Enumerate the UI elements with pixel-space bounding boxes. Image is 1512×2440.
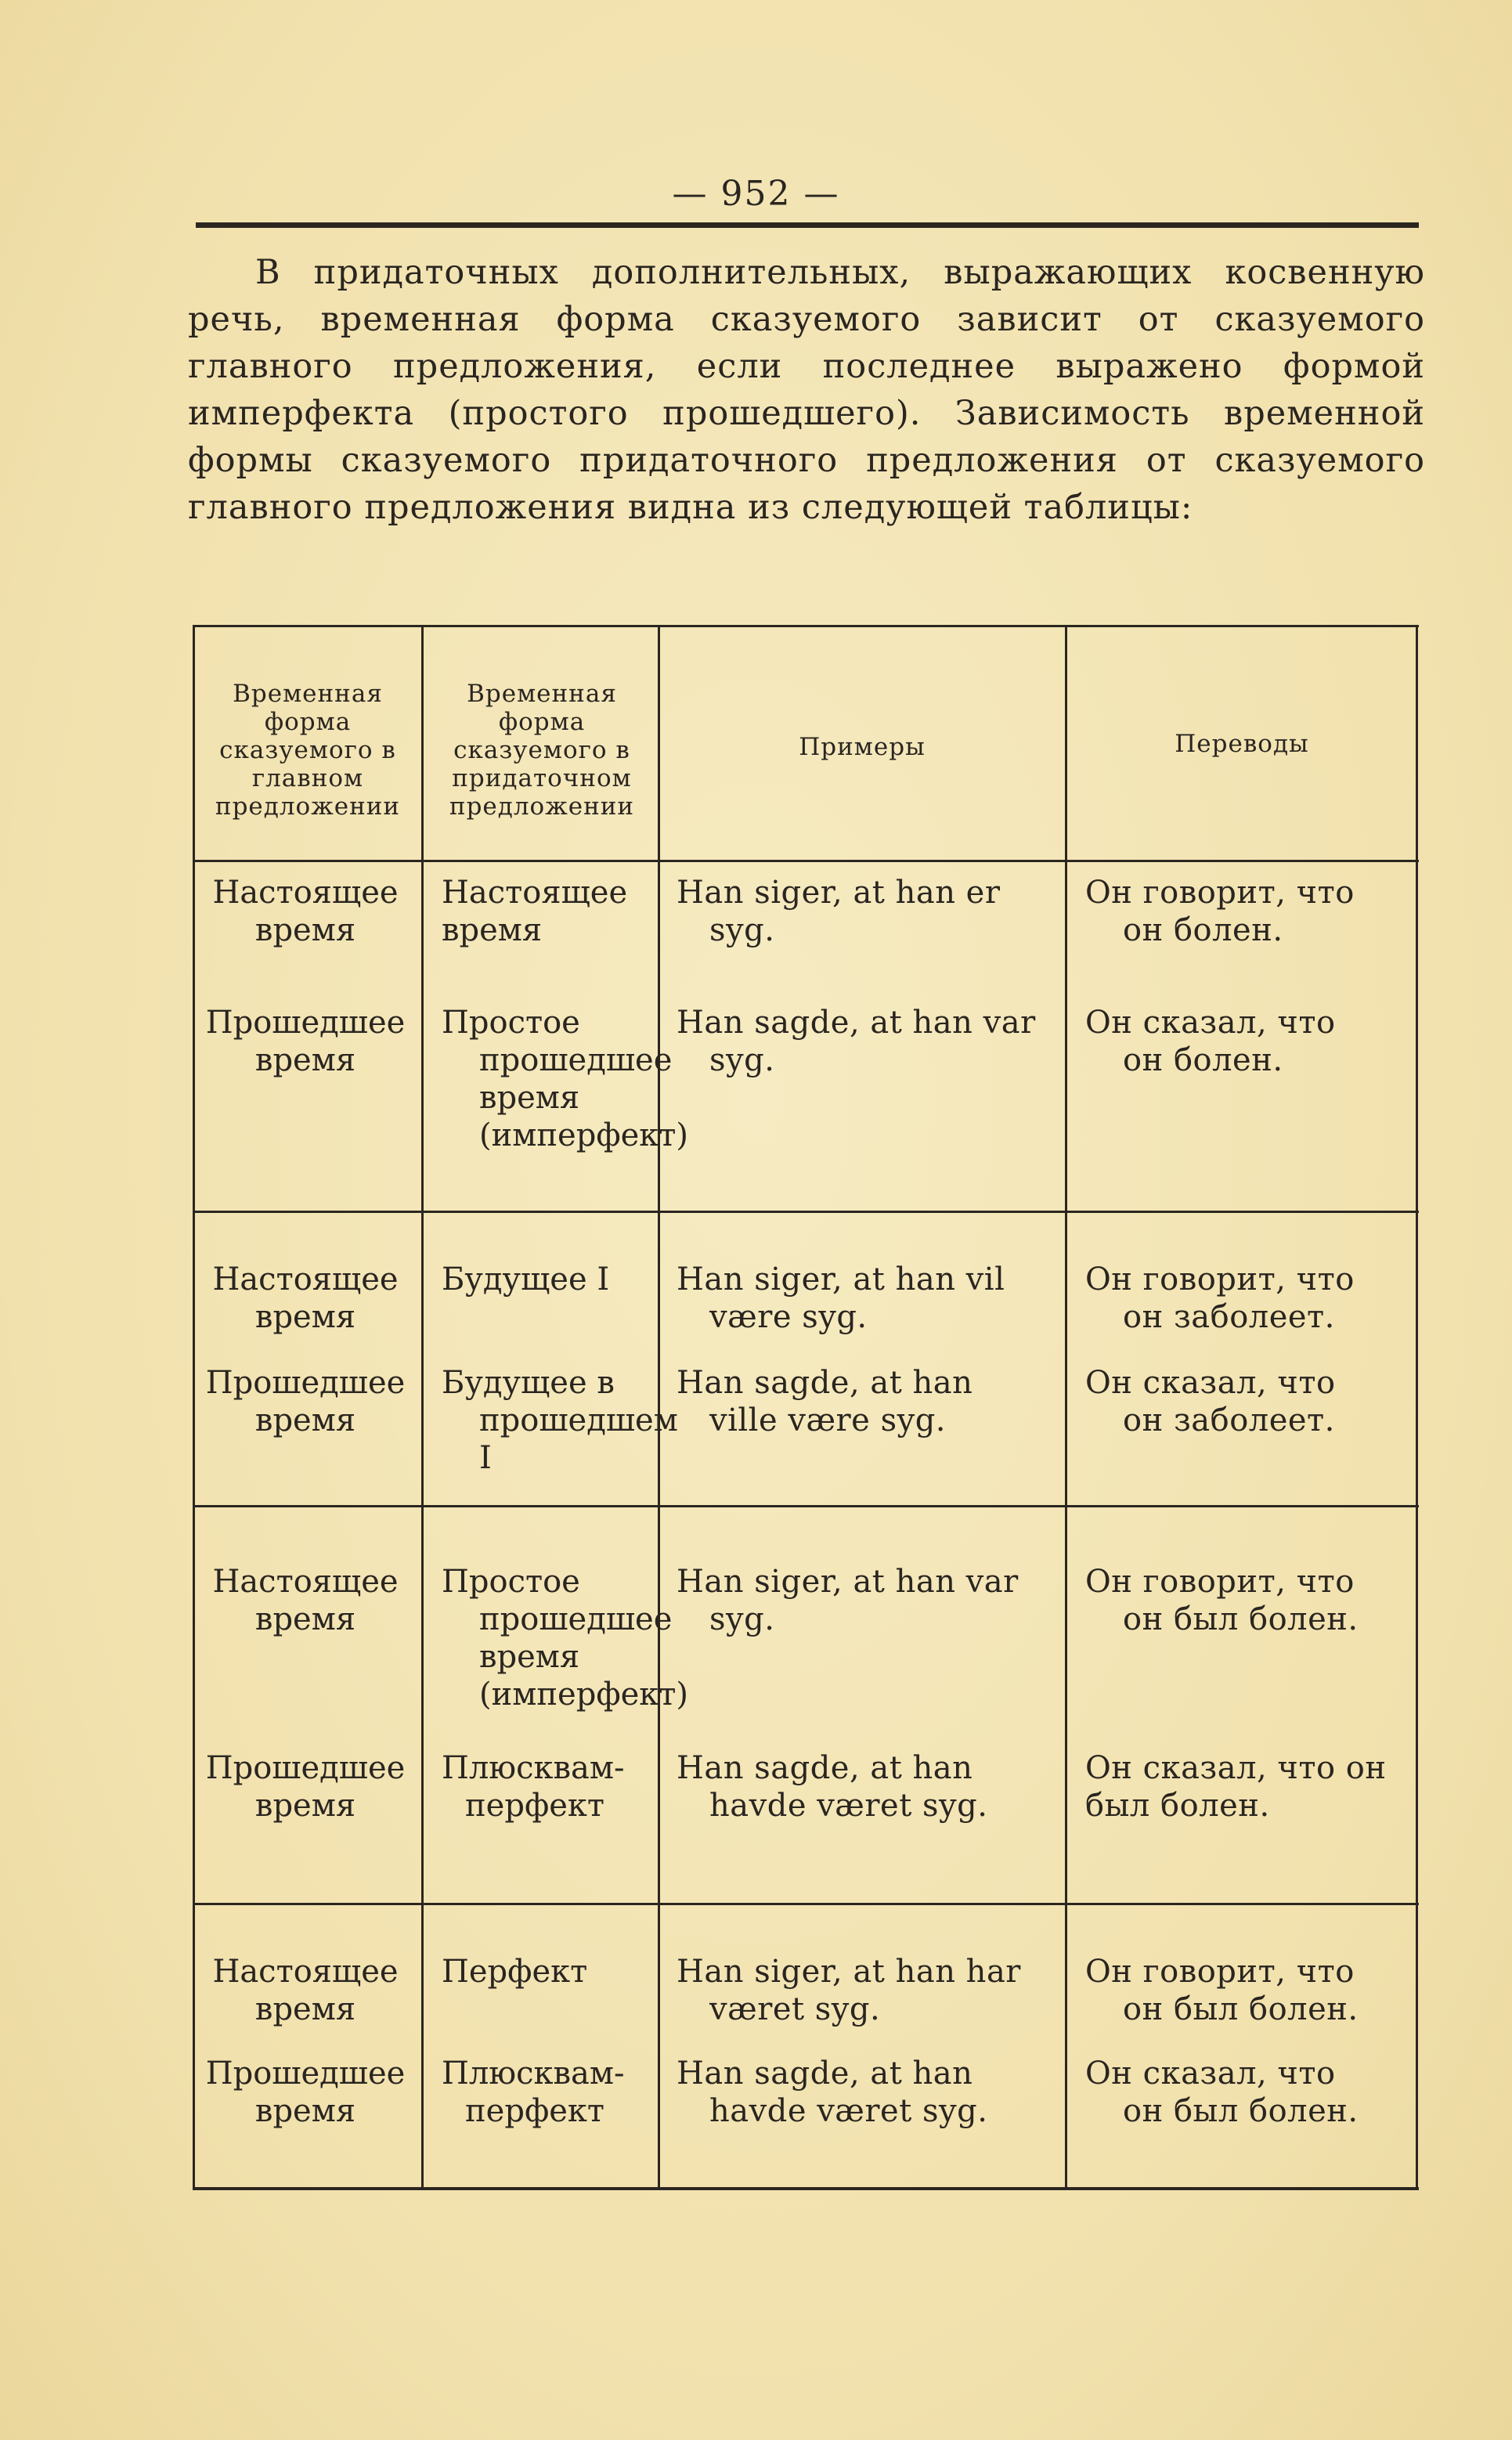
header-rule xyxy=(196,222,1419,228)
sub-tense-line: прошедшее время (имперфект) xyxy=(479,1042,689,1153)
intro-text: В придаточных дополнительных, выражающих косвенную речь, временная форма сказуемого зависит от сказуемого главного предложения, если последнее выражено формой имперфекта (простого прошедшего). Зависимость временной формы сказуемого придаточного предложения от сказуемого главного предложения видна из следующей таблицы: xyxy=(188,253,1425,527)
sub-tense-cell: Перфект xyxy=(442,1954,588,1990)
header-sub-tense: Временная форма сказуемого в придаточном предложении xyxy=(449,680,635,821)
column-rule xyxy=(421,625,424,2189)
example-cell xyxy=(677,2055,1060,2130)
example-line: Han sagde, at han xyxy=(677,1750,973,1786)
sub-tense-cell: Настоящее время xyxy=(442,875,628,948)
example-line: været syg. xyxy=(709,1991,881,2027)
translation-cell xyxy=(1085,1953,1405,2028)
table-bottom-rule xyxy=(193,2187,1419,2190)
example-line: syg. xyxy=(709,1042,775,1078)
example-line: Han sagde, at han var xyxy=(677,1005,1036,1041)
table-right-rule xyxy=(1416,625,1418,2189)
example-cell xyxy=(677,1953,1060,2028)
translation-line: он заболеет. xyxy=(1123,1402,1335,1438)
table-top-rule xyxy=(193,625,1419,627)
example-cell xyxy=(677,1004,1060,1079)
example-line: Han siger, at han vil xyxy=(677,1262,1005,1298)
main-tense-cell: Прошедшее время xyxy=(205,1005,406,1078)
example-line: Han siger, at han har xyxy=(677,1954,1021,1990)
header-examples: Примеры xyxy=(799,733,926,761)
column-rule xyxy=(1065,625,1067,2189)
example-cell xyxy=(677,1563,1060,1638)
translation-line: Он говорит, что xyxy=(1085,1954,1355,1990)
example-cell xyxy=(677,1749,1060,1825)
example-line: syg. xyxy=(709,912,775,948)
translation-line: Он сказал, что xyxy=(1085,1005,1336,1041)
main-tense-cell: Настоящее время xyxy=(212,1954,399,2027)
example-line: havde været syg. xyxy=(709,1788,988,1824)
translation-line: он был болен. xyxy=(1123,1601,1359,1637)
sub-tense-line: перфект xyxy=(465,1788,605,1824)
tense-table xyxy=(193,625,1419,2189)
translation-line: Он сказал, что xyxy=(1085,1365,1336,1401)
sub-tense-line: прошедшее время (имперфект) xyxy=(479,1601,689,1713)
group-divider xyxy=(193,1211,1419,1213)
sub-tense-cell xyxy=(442,1563,689,1713)
group-divider xyxy=(193,1505,1419,1507)
translation-line: он болен. xyxy=(1123,912,1283,948)
main-tense-cell: Настоящее время xyxy=(212,875,399,948)
example-line: Han siger, at han er xyxy=(677,875,1001,911)
sub-tense-cell: Будущее I xyxy=(442,1262,610,1298)
translation-line: он был болен. xyxy=(1123,2093,1359,2129)
translation-line: Он говорит, что xyxy=(1085,1262,1355,1298)
example-line: ville være syg. xyxy=(709,1402,947,1438)
example-cell xyxy=(677,1364,1060,1439)
table-left-rule xyxy=(193,625,195,2189)
translation-cell xyxy=(1085,1563,1405,1638)
translation-line: Он говорит, что xyxy=(1085,1564,1355,1600)
header-translations: Переводы xyxy=(1175,730,1309,758)
main-tense-cell: Прошедшее время xyxy=(205,1365,406,1438)
sub-tense-line: Плюсквам- xyxy=(442,2056,625,2092)
example-line: syg. xyxy=(709,1601,775,1637)
sub-tense-line: Будущее в xyxy=(442,1365,615,1401)
translation-cell xyxy=(1085,1261,1405,1336)
translation-line: он был болен. xyxy=(1123,1991,1359,2027)
translation-line: Он сказал, что он xyxy=(1085,1750,1387,1786)
sub-tense-line: Простое xyxy=(442,1564,580,1600)
sub-tense-cell xyxy=(442,1364,678,1477)
header-main-tense: Временная форма сказуемого в главном предложении xyxy=(215,680,401,821)
sub-tense-line: Простое xyxy=(442,1005,580,1041)
example-line: Han sagde, at han xyxy=(677,1365,973,1401)
page-number: — 952 — xyxy=(672,174,840,214)
example-line: Han sagde, at han xyxy=(677,2056,973,2092)
main-tense-cell: Прошедшее время xyxy=(205,2056,406,2129)
example-line: Han siger, at han var xyxy=(677,1564,1019,1600)
sub-tense-cell xyxy=(442,2055,625,2130)
intro-paragraph xyxy=(188,249,1425,531)
table-header-rule xyxy=(193,860,1419,862)
example-line: havde været syg. xyxy=(709,2093,988,2129)
sub-tense-line: прошедшем I xyxy=(479,1402,678,1476)
example-cell xyxy=(677,874,1060,949)
translation-line: был болен. xyxy=(1085,1788,1270,1824)
sub-tense-line: перфект xyxy=(465,2093,605,2129)
sub-tense-cell xyxy=(442,1004,689,1154)
translation-cell xyxy=(1085,1749,1405,1825)
main-tense-cell: Настоящее время xyxy=(212,1262,399,1335)
translation-cell xyxy=(1085,874,1405,949)
sub-tense-line: Плюсквам- xyxy=(442,1750,625,1786)
translation-cell xyxy=(1085,1004,1405,1079)
translation-line: он заболеет. xyxy=(1123,1299,1335,1335)
sub-tense-cell xyxy=(442,1749,625,1825)
translation-line: Он сказал, что xyxy=(1085,2056,1336,2092)
main-tense-cell: Настоящее время xyxy=(212,1564,399,1637)
main-tense-cell: Прошедшее время xyxy=(205,1750,406,1824)
example-cell xyxy=(677,1261,1060,1336)
translation-line: Он говорит, что xyxy=(1085,875,1355,911)
translation-cell xyxy=(1085,1364,1405,1439)
group-divider xyxy=(193,1903,1419,1905)
translation-cell xyxy=(1085,2055,1405,2130)
translation-line: он болен. xyxy=(1123,1042,1283,1078)
example-line: være syg. xyxy=(709,1299,868,1335)
